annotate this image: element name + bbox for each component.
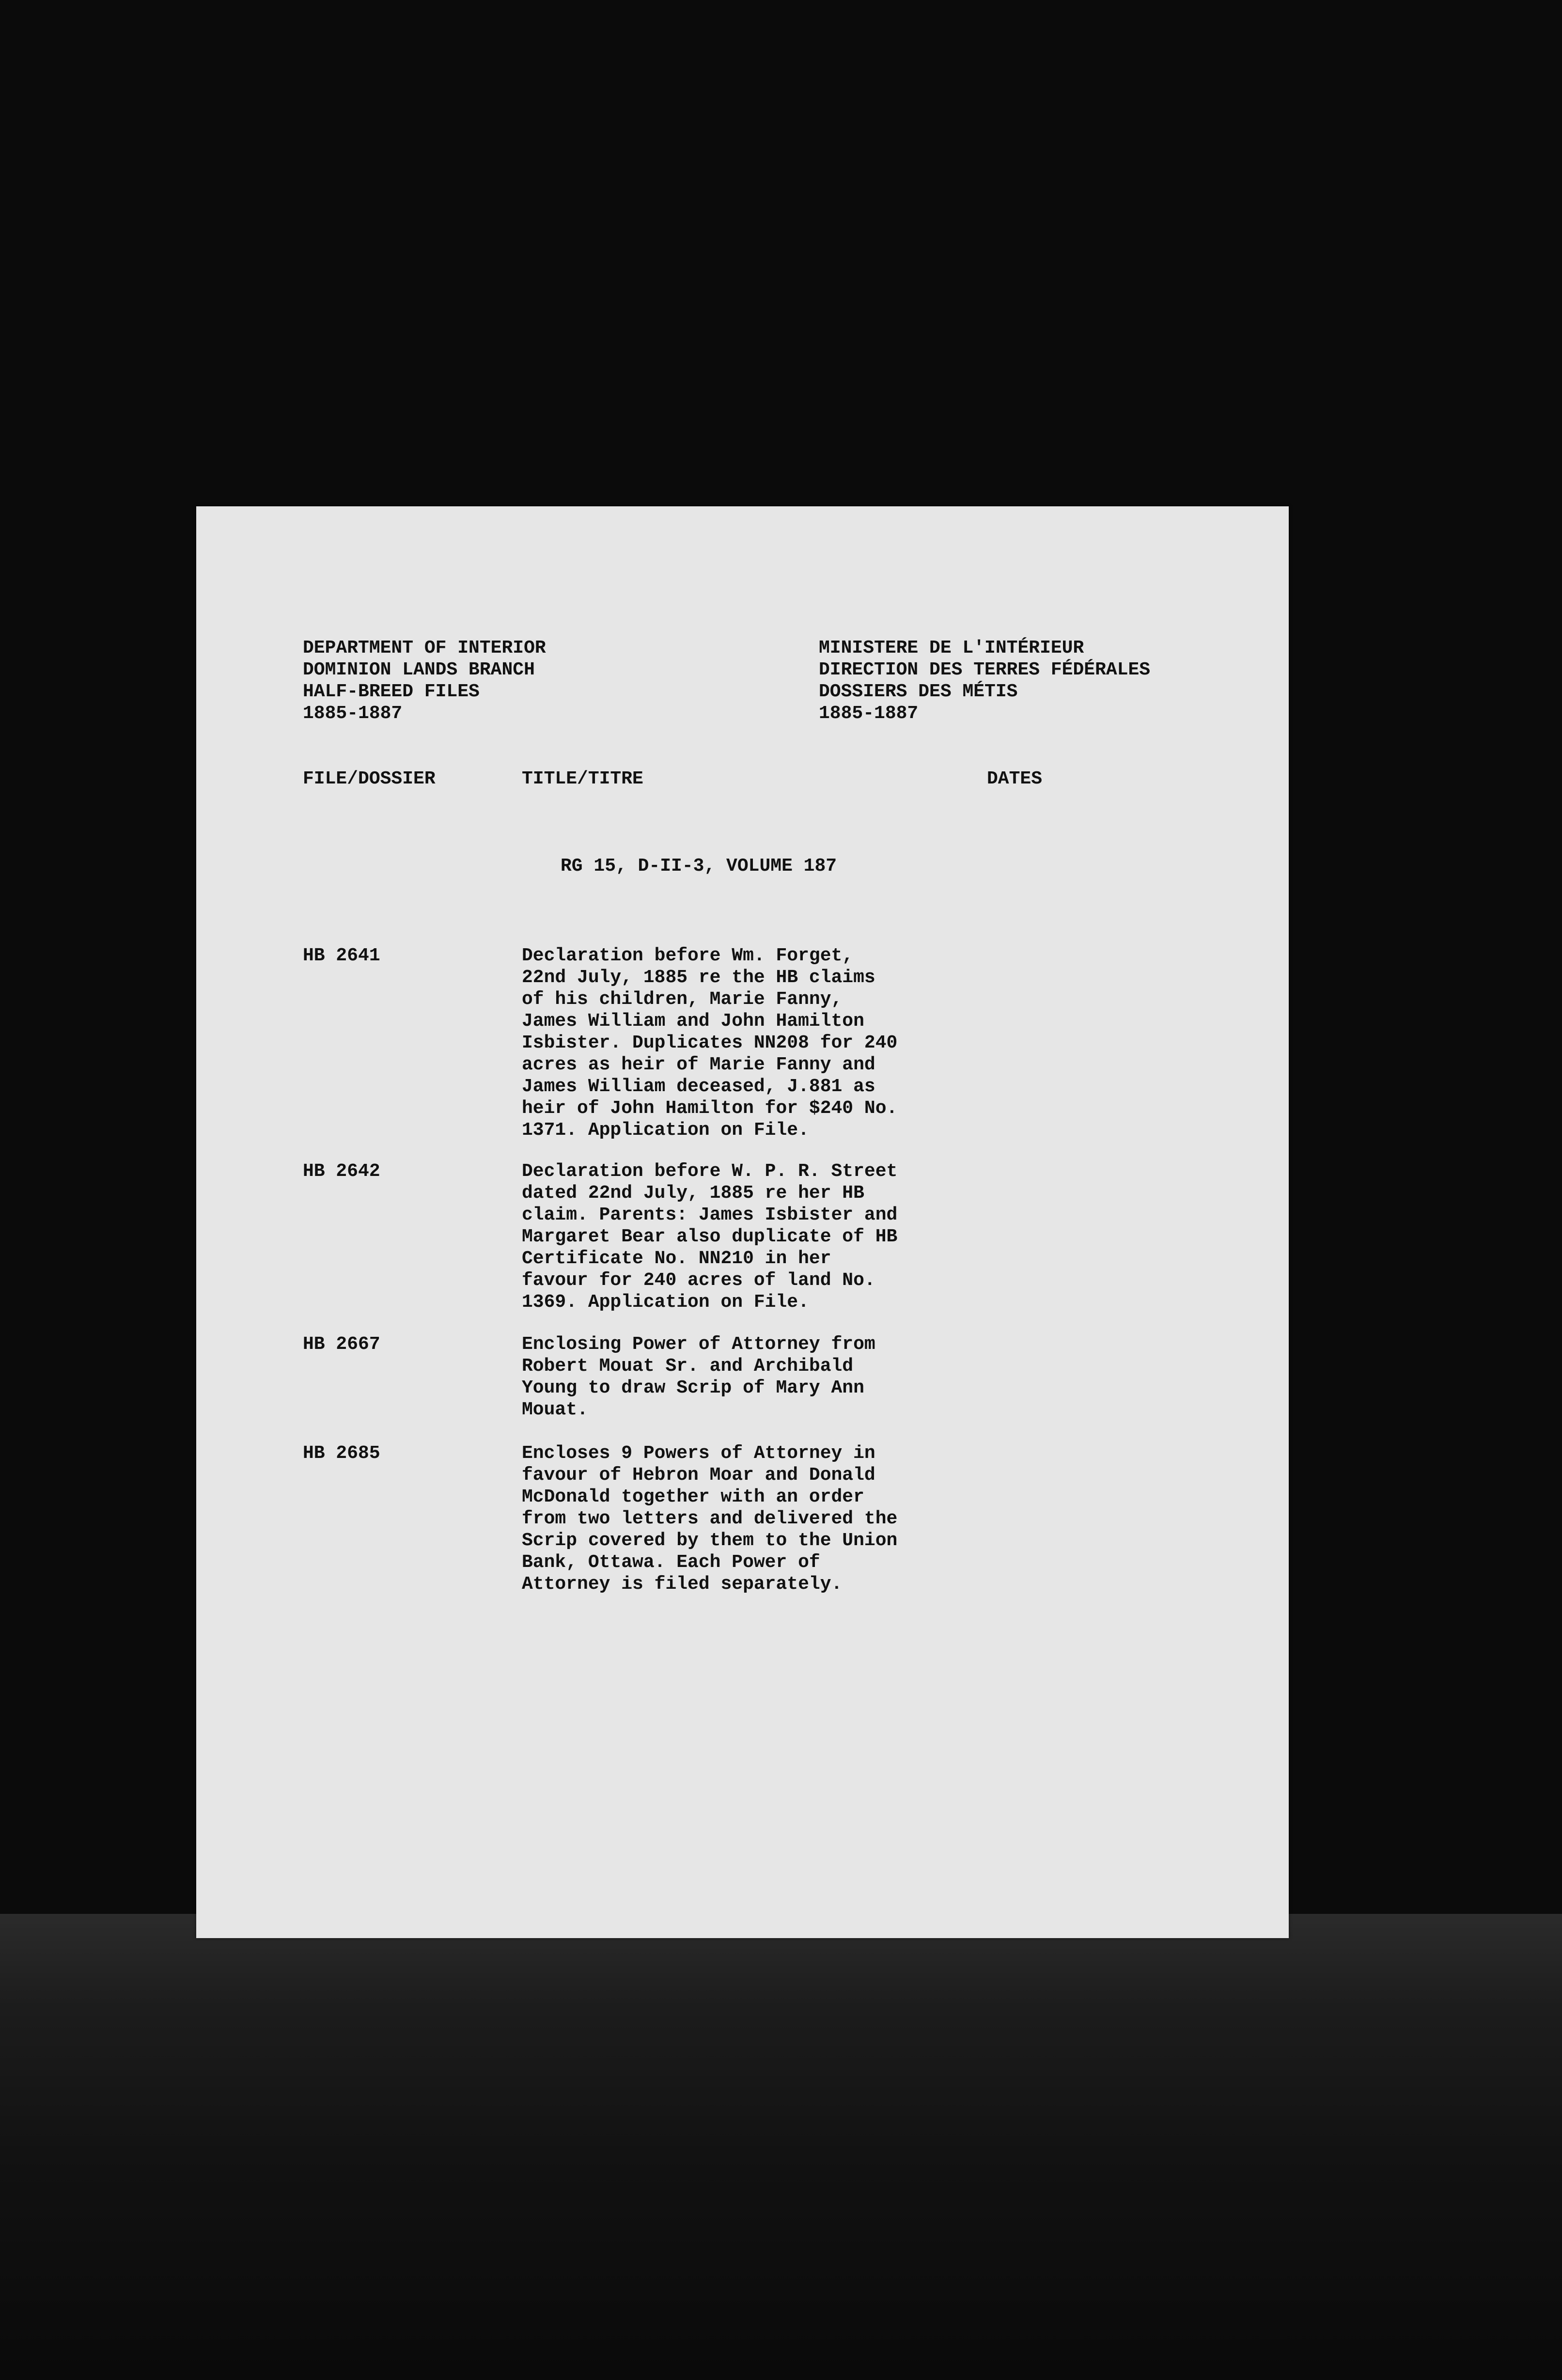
description-line: 1371. Application on File. xyxy=(522,1120,809,1141)
description-line: favour for 240 acres of land No. xyxy=(522,1270,875,1291)
header-line: DIRECTION DES TERRES FÉDÉRALES xyxy=(819,659,1151,680)
description-line: Margaret Bear also duplicate of HB xyxy=(522,1226,898,1247)
file-number: HB 2642 xyxy=(303,1161,380,1182)
description-line: favour of Hebron Moar and Donald xyxy=(522,1465,875,1486)
header-line: 1885-1887 xyxy=(303,703,403,724)
description-line: Declaration before W. P. R. Street xyxy=(522,1161,898,1182)
description-line: James William and John Hamilton xyxy=(522,1011,864,1032)
header-line: DOMINION LANDS BRANCH xyxy=(303,659,535,680)
header-line: HALF-BREED FILES xyxy=(303,681,480,702)
document-page xyxy=(196,506,1289,1938)
description-line: Robert Mouat Sr. and Archibald xyxy=(522,1356,854,1377)
description-line: from two letters and delivered the xyxy=(522,1508,898,1529)
description-line: Attorney is filed separately. xyxy=(522,1574,843,1595)
description-line: Certificate No. NN210 in her xyxy=(522,1248,831,1269)
description-line: acres as heir of Marie Fanny and xyxy=(522,1054,875,1075)
column-header-dates: DATES xyxy=(987,768,1043,789)
description-line: Bank, Ottawa. Each Power of xyxy=(522,1552,820,1573)
description-line: 22nd July, 1885 re the HB claims xyxy=(522,967,875,988)
description-line: Young to draw Scrip of Mary Ann xyxy=(522,1378,864,1398)
description-line: Enclosing Power of Attorney from xyxy=(522,1334,875,1355)
description-line: Mouat. xyxy=(522,1399,588,1420)
description-line: dated 22nd July, 1885 re her HB xyxy=(522,1183,864,1204)
file-number: HB 2667 xyxy=(303,1334,380,1355)
header-line: DOSSIERS DES MÉTIS xyxy=(819,681,1018,702)
description-line: of his children, Marie Fanny, xyxy=(522,989,843,1010)
description-line: McDonald together with an order xyxy=(522,1487,864,1507)
column-header-file: FILE/DOSSIER xyxy=(303,768,436,789)
column-header-title: TITLE/TITRE xyxy=(522,768,643,789)
description-line: 1369. Application on File. xyxy=(522,1292,809,1313)
file-description xyxy=(522,945,987,1141)
header-french xyxy=(819,637,1150,724)
scanner-background xyxy=(0,1914,1562,2380)
header-line: DEPARTMENT OF INTERIOR xyxy=(303,638,546,658)
file-description xyxy=(522,1160,987,1313)
description-line: Declaration before Wm. Forget, xyxy=(522,945,854,966)
file-number: HB 2641 xyxy=(303,945,380,966)
description-line: Scrip covered by them to the Union xyxy=(522,1530,898,1551)
description-line: heir of John Hamilton for $240 No. xyxy=(522,1098,898,1119)
description-line: claim. Parents: James Isbister and xyxy=(522,1205,898,1225)
file-description xyxy=(522,1333,987,1421)
header-line: MINISTERE DE L'INTÉRIEUR xyxy=(819,638,1084,658)
header-english xyxy=(303,637,546,724)
volume-reference: RG 15, D-II-3, VOLUME 187 xyxy=(561,856,837,877)
header-line: 1885-1887 xyxy=(819,703,919,724)
description-line: Isbister. Duplicates NN208 for 240 xyxy=(522,1033,898,1053)
description-line: James William deceased, J.881 as xyxy=(522,1076,875,1097)
description-line: Encloses 9 Powers of Attorney in xyxy=(522,1443,875,1464)
file-number: HB 2685 xyxy=(303,1443,380,1464)
file-description xyxy=(522,1442,987,1595)
